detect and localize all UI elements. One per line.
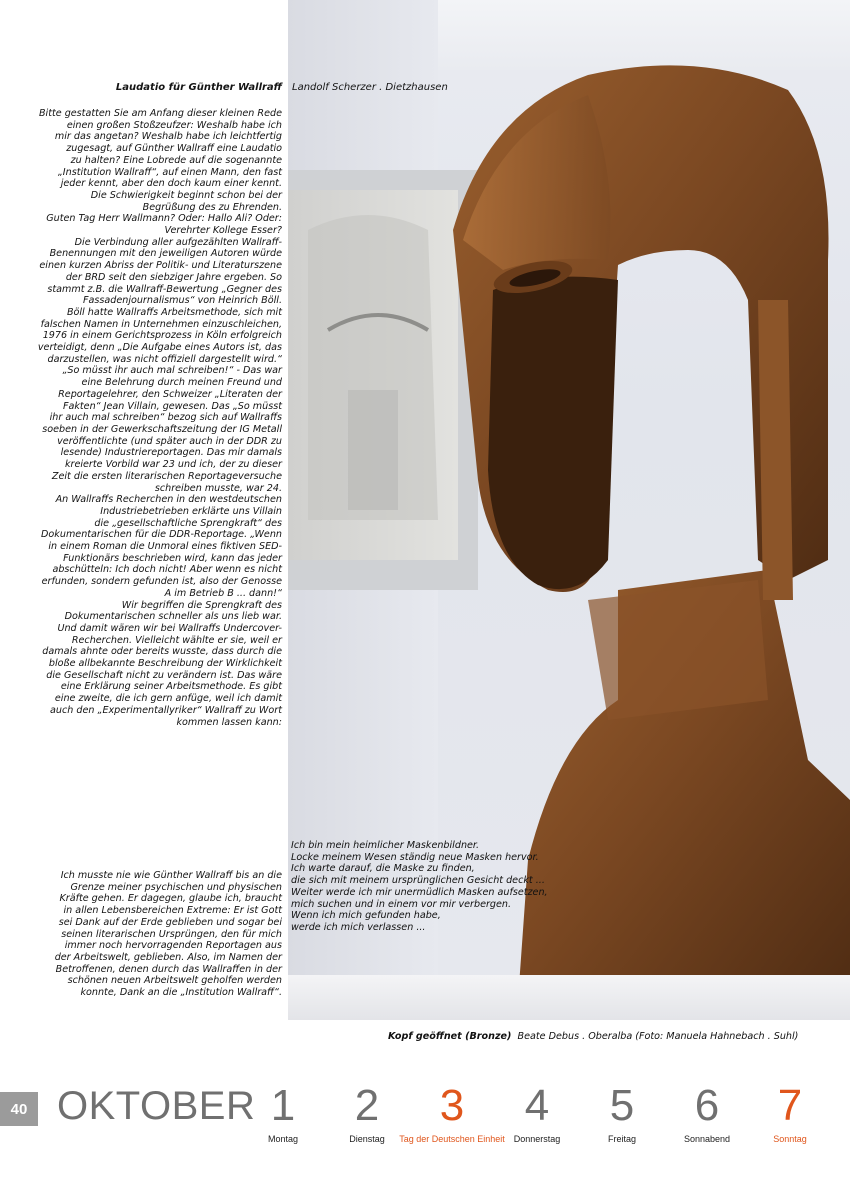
text-line: schreiben musste, war 24. bbox=[154, 482, 282, 494]
text-line: 1976 in einem Gerichtsprozess in Köln erfolgreich bbox=[42, 330, 282, 342]
poem bbox=[291, 840, 591, 934]
poem-line: Wenn ich mich gefunden habe, bbox=[291, 910, 441, 922]
text-line: erfunden, sondern gefunden ist, also der Genosse bbox=[41, 576, 282, 588]
poem-line: Weiter werde ich mir unermüdlich Masken aufsetzen, bbox=[291, 886, 548, 898]
day-label: Montag bbox=[267, 1134, 299, 1144]
article-author: Landolf Scherzer . Dietzhausen bbox=[292, 82, 448, 93]
text-line: der BRD seit den siebziger Jahre ergeben. So bbox=[65, 271, 282, 283]
text-line: zugesagt, auf Günther Wallraff eine Laudatio bbox=[66, 143, 282, 155]
day-number: 3 bbox=[439, 1081, 465, 1130]
text-line: eine zweite, die ich gern anfüge, weil ich damit bbox=[54, 693, 282, 705]
poem-line: mich suchen und in einem vor mir verbergen. bbox=[291, 898, 512, 910]
text-line: Ich musste nie wie Günther Wallraff bis an die bbox=[60, 870, 282, 881]
day-number: 1 bbox=[270, 1081, 296, 1130]
text-line: Reportagelehrer, den Schweizer „Literaten der bbox=[58, 388, 282, 400]
text-line: kommen lassen kann: bbox=[176, 716, 282, 728]
text-line: A im Betrieb B ... dann!“ bbox=[164, 587, 282, 599]
caption-credit: Beate Debus . Oberalba (Foto: Manuela Hahnebach . Suhl) bbox=[517, 1031, 799, 1042]
day-number: 4 bbox=[524, 1081, 550, 1130]
day-label: Freitag bbox=[607, 1134, 636, 1144]
text-line: sei Dank auf der Erde geblieben und sogar bei bbox=[58, 916, 282, 928]
text-line: immer noch hervorragenden Reportagen aus bbox=[64, 940, 282, 952]
calendar-day-sunday bbox=[730, 1080, 850, 1144]
text-line: eine Erklärung seiner Arbeitsmethode. Es gibt bbox=[60, 681, 282, 693]
text-line: Benennungen mit den jeweiligen Autoren würde bbox=[49, 248, 282, 260]
text-line: verteidigt, denn „Die Aufgabe eines Autors ist, das bbox=[37, 342, 282, 354]
text-line: jeder kennt, aber den doch kaum einer kennt. bbox=[60, 178, 282, 190]
day-number: 6 bbox=[694, 1081, 720, 1130]
text-line: Die Verbindung aller aufgezählten Wallraff- bbox=[74, 236, 282, 248]
text-line: seinen literarischen Ursprüngen, den für mich bbox=[61, 928, 282, 940]
day-number: 5 bbox=[609, 1081, 635, 1130]
text-line: darzustellen, was nicht offiziell dargestellt wird.“ bbox=[47, 353, 282, 365]
text-line: Recherchen. Vielleicht wählte er sie, weil er bbox=[71, 634, 282, 646]
text-line: „So müsst ihr auch mal schreiben!“ - Das war bbox=[62, 365, 282, 377]
month-name: OKTOBER bbox=[57, 1084, 256, 1128]
text-line: Guten Tag Herr Wallmann? Oder: Hallo Ali? Oder: bbox=[46, 213, 282, 225]
text-line: Grenze meiner psychischen und physischen bbox=[70, 881, 282, 893]
text-line: Bitte gestatten Sie am Anfang dieser kleinen Rede bbox=[38, 108, 282, 119]
text-line: damals ahnte oder bereits wusste, dass durch die bbox=[42, 646, 282, 658]
text-line: Die Schwierigkeit beginnt schon bei der bbox=[90, 189, 282, 201]
text-line: abschütteln: Ich doch nicht! Aber wenn es nicht bbox=[52, 564, 282, 576]
sculpture-neck bbox=[588, 580, 768, 720]
poem-line: werde ich mich verlassen ... bbox=[291, 921, 426, 933]
day-label: Dienstag bbox=[349, 1134, 385, 1144]
day-number: 7 bbox=[777, 1081, 803, 1130]
text-line: veröffentlichte (und später auch in der DDR zu bbox=[57, 435, 282, 447]
text-line: lesende) Industriereportagen. Das mir damals bbox=[60, 447, 282, 459]
photo-caption bbox=[388, 1031, 798, 1042]
text-line: Böll hatte Wallraffs Arbeitsmethode, sich mit bbox=[66, 306, 282, 318]
poem-line: Ich bin mein heimlicher Maskenbildner. bbox=[291, 840, 480, 851]
text-line: Zeit die ersten literarischen Reportageversuche bbox=[51, 470, 282, 482]
text-line: zu halten? Eine Lobrede auf die sogenannte bbox=[70, 154, 282, 166]
sculpture-frame-edge bbox=[758, 300, 793, 600]
text-line: die „gesellschaftliche Sprengkraft“ des bbox=[94, 517, 282, 529]
poem-line: Locke meinem Wesen ständig neue Masken hervor. bbox=[291, 851, 539, 863]
text-line: Kräfte gehen. Er dagegen, glaube ich, braucht bbox=[59, 893, 282, 905]
text-line: Dokumentarischen für die DDR-Reportage. „Wenn bbox=[41, 529, 282, 541]
text-line: die Gesellschaft nicht zu verändern ist. Das wäre bbox=[46, 669, 282, 681]
text-line: auch den „Experimentallyriker“ Wallraff zu Wort bbox=[49, 704, 282, 716]
relief-mouth bbox=[348, 390, 398, 510]
text-line: einen großen Stoßzeufzer: Weshalb habe ich bbox=[66, 119, 282, 131]
text-line: soeben in der Gewerkschaftszeitung der IG Metall bbox=[42, 423, 282, 435]
text-line: Fassadenjournalismus“ von Heinrich Böll. bbox=[82, 295, 282, 307]
sculpture-face bbox=[488, 277, 618, 589]
text-line: konnte, Dank an die „Institution Wallraff“. bbox=[80, 987, 282, 999]
caption-title: Kopf geöffnet (Bronze) bbox=[388, 1031, 512, 1042]
text-line: Funktionärs beschrieben wird, kann das jeder bbox=[63, 552, 282, 564]
text-line: der Arbeitswelt, geblieben. Also, im Namen der bbox=[54, 951, 282, 963]
day-label: Tag der Deutschen Einheit bbox=[399, 1134, 505, 1144]
day-label: Sonntag bbox=[773, 1134, 807, 1144]
text-line: Verehrter Kollege Esser? bbox=[164, 225, 282, 237]
text-line: Begrüßung des zu Ehrenden. bbox=[142, 201, 282, 213]
text-line: An Wallraffs Recherchen in den westdeutschen bbox=[55, 494, 282, 506]
day-number: 2 bbox=[354, 1081, 380, 1130]
text-line: stammt z.B. die Wallraff-Bewertung „Gegner des bbox=[47, 283, 282, 295]
article-body-part2 bbox=[20, 870, 282, 999]
text-line: bloße allbekannte Beschreibung der Wirklichkeit bbox=[48, 658, 282, 670]
article-title: Laudatio für Günther Wallraff bbox=[115, 82, 282, 93]
text-line: Dokumentarischen schneller als uns lieb war. bbox=[64, 611, 282, 623]
text-line: ihr auch mal schreiben“ bezog sich auf Wallraffs bbox=[49, 412, 282, 424]
article-body-part1 bbox=[20, 108, 282, 728]
text-line: „Institution Wallraff“, auf einen Mann, den fast bbox=[57, 166, 282, 178]
poem-line: die sich mit meinem ursprünglichen Gesicht deckt ... bbox=[291, 875, 545, 887]
text-line: Betroffenen, denen durch das Wallraffen in der bbox=[55, 963, 282, 975]
text-line: schönen neuen Arbeitswelt geholfen werden bbox=[67, 975, 282, 987]
text-line: Und damit wären wir bei Wallraffs Undercover- bbox=[57, 622, 282, 634]
text-line: einen kurzen Abriss der Politik- und Literaturszene bbox=[39, 260, 282, 272]
plinth bbox=[288, 975, 850, 1020]
text-line: eine Belehrung durch meinen Freund und bbox=[81, 377, 282, 389]
text-line: Industriebetrieben erklärte uns Villain bbox=[100, 505, 282, 517]
text-line: kreierte Vorbild war 23 und ich, der zu dieser bbox=[64, 459, 282, 471]
text-line: falschen Namen in Unternehmen einzuschleichen, bbox=[40, 318, 282, 330]
text-line: Fakten“ Jean Villain, gewesen. Das „So müsst bbox=[62, 400, 282, 412]
poem-line: Ich warte darauf, die Maske zu finden, bbox=[291, 863, 475, 875]
text-line: in allen Lebensbereichen Extreme: Er ist Gott bbox=[63, 905, 282, 917]
page-number: 40 bbox=[0, 1092, 38, 1126]
day-label: Sonnabend bbox=[683, 1134, 731, 1144]
text-line: in einem Roman die Unmoral eines fiktiven SED- bbox=[48, 541, 282, 553]
text-line: mir das angetan? Weshalb habe ich leichtfertig bbox=[54, 131, 282, 143]
day-label: Donnerstag bbox=[513, 1134, 561, 1144]
text-line: Wir begriffen die Sprengkraft des bbox=[121, 599, 282, 611]
